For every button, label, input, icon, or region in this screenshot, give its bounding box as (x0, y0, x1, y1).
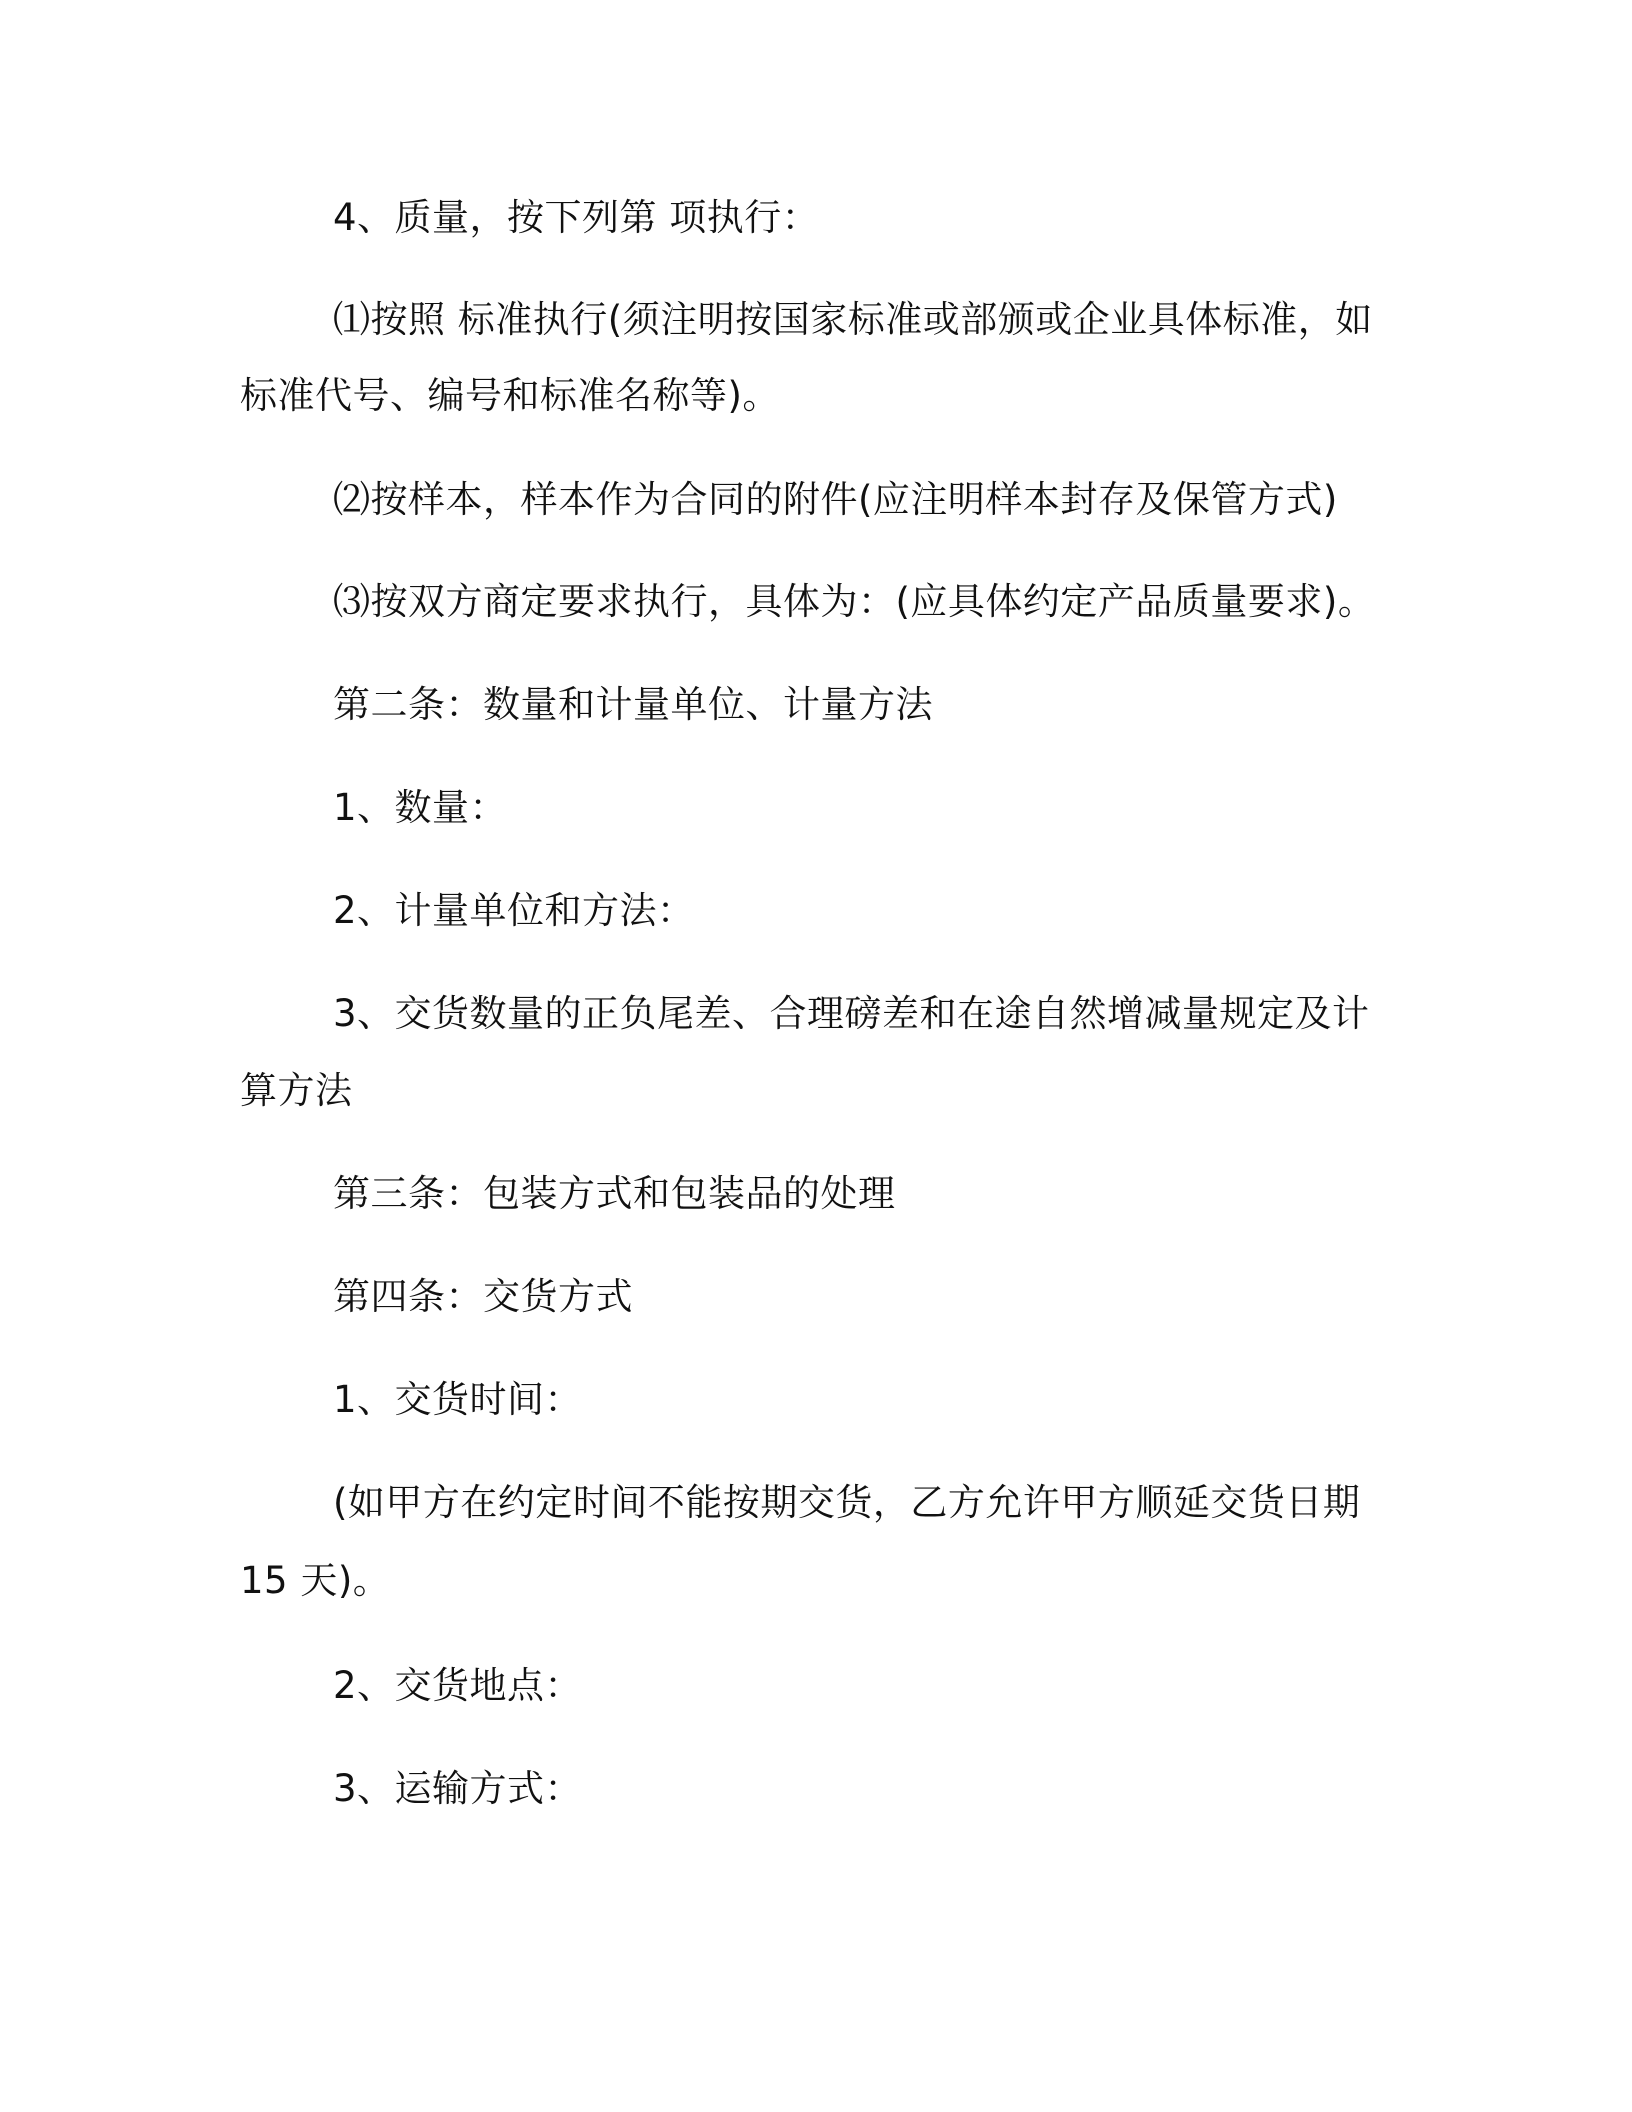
tolerance-item-line-2: 算方法 (240, 1069, 353, 1112)
delivery-extension-note-line-2: 15 天)。 (240, 1559, 391, 1602)
article-4-heading: 第四条：交货方式 (333, 1275, 633, 1318)
delivery-location-item: 2、交货地点： (333, 1664, 583, 1707)
quality-option-1-line-1: ⑴按照 标准执行(须注明按国家标准或部颁或企业具体标准，如 (333, 298, 1373, 341)
transport-method-item: 3、运输方式： (333, 1767, 583, 1810)
quality-option-2: ⑵按样本，样本作为合同的附件(应注明样本封存及保管方式) (333, 478, 1338, 521)
article-3-heading: 第三条：包装方式和包装品的处理 (333, 1172, 896, 1215)
delivery-extension-note-line-1: (如甲方在约定时间不能按期交货，乙方允许甲方顺延交货日期 (333, 1481, 1361, 1524)
quality-option-3: ⑶按双方商定要求执行，具体为：(应具体约定产品质量要求)。 (333, 580, 1376, 623)
tolerance-item-line-1: 3、交货数量的正负尾差、合理磅差和在途自然增减量规定及计 (333, 992, 1370, 1035)
measurement-unit-item: 2、计量单位和方法： (333, 889, 695, 932)
clause-quality-heading: 4、质量，按下列第 项执行： (333, 196, 820, 239)
article-2-heading: 第二条：数量和计量单位、计量方法 (333, 683, 933, 726)
quantity-item: 1、数量： (333, 786, 508, 829)
quality-option-1-line-2: 标准代号、编号和标准名称等)。 (240, 374, 780, 417)
delivery-time-item: 1、交货时间： (333, 1378, 583, 1421)
